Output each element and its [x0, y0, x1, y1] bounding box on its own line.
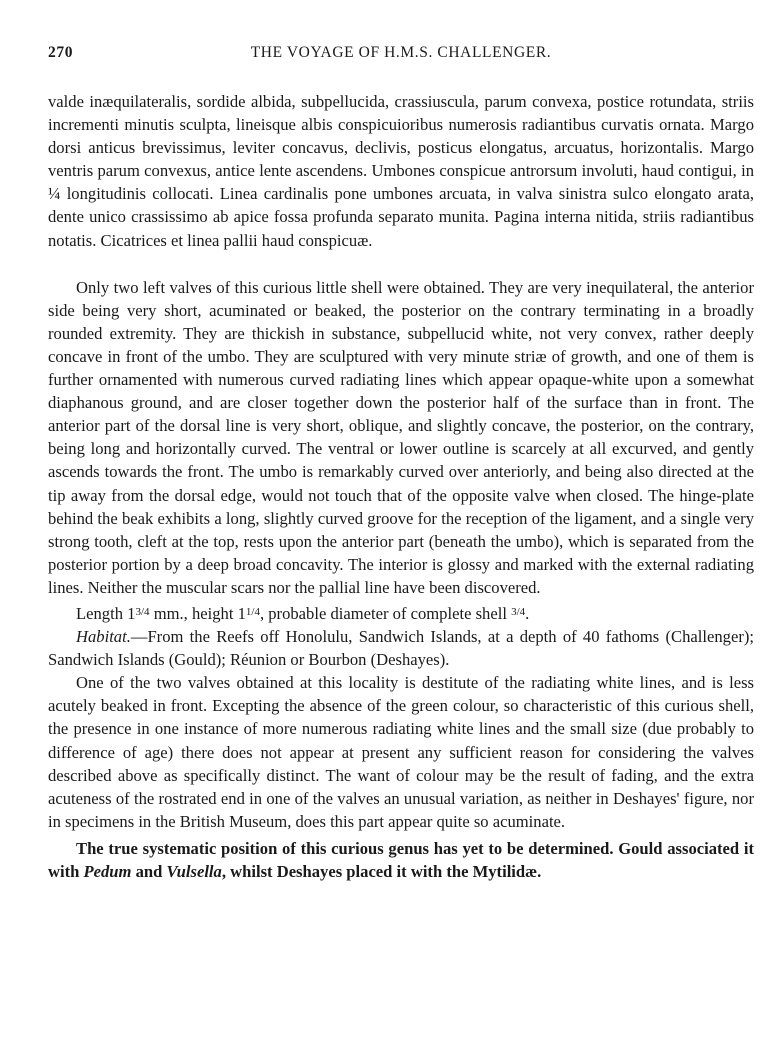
running-title: THE VOYAGE OF H.M.S. CHALLENGER.	[250, 44, 552, 61]
remarks: One of the two valves obtained at this locality is destitute of the radiating white lines, and is less acutely beaked in front. Excepting the absence of the green colour, so characteristic of this curious shell, the presence in one instance of more numerous radiating white lines and the small size (due probably to difference of age) there does not appear at present any sufficient reason for considering the valves described above as specifically distinct. The want of colour may be the result of fading, and the extra acuteness of the rostrated end in one of the valves an unusual variation, as neither in Deshayes' figure, nor in specimens in the British Museum, does this part appear quite so acuminate.	[48, 673, 754, 831]
english-description: Only two left valves of this curious little shell were obtained. They are very inequilateral, the anterior side being very short, acuminated or beaked, the posterior on the contrary terminating in a broadly rounded extremity. They are thickish in substance, subpellucid white, not very convex, rather deeply concave in front of the umbo. They are sculptured with very minute striæ of growth, and one of them is further ornamented with numerous curved radiating lines which appear opaque-white upon a somewhat diaphanous ground, and are closer together down the posterior half of the surface than in front. The anterior part of the dorsal line is very short, oblique, and slightly concave, the posterior, on the contrary, being long and horizontally curved. The ventral or lower outline is scarcely at all excurved, and gently ascends towards the front. The umbo is remarkably curved over anteriorly, and being also directed at the tip away from the dorsal edge, would not touch that of the opposite valve when closed. The hinge-plate behind the beak exhibits a long, slightly curved groove for the reception of the ligament, and a single very strong tooth, cleft at the top, rests upon the anterior part (beneath the umbo), which is separated from the posterior portion by a deep broad concavity. The interior is glossy and marked with the external radiating lines. Neither the muscular scars nor the pallial line have been discovered.	[48, 277, 754, 597]
genus-vulsella: Vulsella	[166, 862, 222, 881]
measurements	[48, 601, 754, 625]
final-part-3: , whilst Deshayes placed it with the Mytilidæ.	[221, 862, 542, 881]
page-number: 270	[48, 44, 74, 61]
genus-pedum: Pedum	[83, 862, 132, 881]
habitat-text: —From the Reefs off Honolulu, Sandwich Islands, at a depth of 40 fathoms (Challenger); Sandwich Islands (Gould); Réunion or Bourbon (Deshayes).	[48, 627, 754, 670]
length-label: Length	[76, 603, 124, 623]
page	[48, 44, 754, 883]
habitat	[48, 625, 754, 671]
systematic-position	[48, 837, 754, 883]
height-fraction: 1/4	[245, 605, 260, 618]
diameter-text: , probable diameter of complete shell	[259, 603, 507, 623]
length-unit: mm., height	[153, 603, 234, 623]
running-head	[48, 44, 754, 68]
final-part-2: and	[131, 862, 167, 881]
habitat-label: Habitat.	[76, 627, 131, 647]
latin-description: valde inæquilateralis, sordide albida, subpellucida, crassiuscula, parum convexa, postice rotundata, striis incrementi minutis sculpta, lineisque albis conspicuioribus numerosis radiantibus curvatis ornata. Margo dorsi anticus brevissimus, leviter concavus, declivis, posticus elongatus, arcuatus, horizontalis. Margo ventris parum convexus, antice lente ascendens. Umbones conspicue antrorsum involuti, haud contigui, in ¼ longitudinis collocati. Linea cardinalis pone umbones arcuata, in valva sinistra sulco elongato arata, dente unico crassissimo ab apice fossa profunda separato munita. Pagina interna nitida, striis radiantibus notatis. Cicatrices et linea pallii haud conspicuæ.	[48, 92, 754, 250]
final-part-1: The true systematic position of this curious genus has yet to be determined. Gould associated it with	[48, 838, 754, 881]
diameter-fraction: 3/4	[511, 605, 526, 618]
length-whole: 1	[127, 603, 136, 623]
length-fraction: 3/4	[135, 605, 150, 618]
measurements-end: .	[525, 603, 530, 623]
height-whole: 1	[237, 603, 246, 623]
